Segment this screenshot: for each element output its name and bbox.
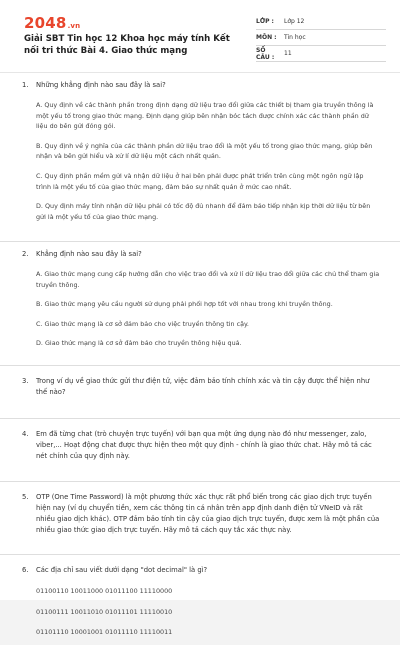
address-line: 01100110 10011000 01011100 11110000: [36, 587, 173, 595]
question-item: [0, 242, 400, 366]
answer-option: D. Giao thức mạng là cơ sở đảm bảo cho truyền thông hiệu quả.: [36, 339, 242, 348]
meta-key: LỚP :: [256, 18, 274, 25]
question-text: OTP (One Time Password) là một phương thức xác thực rất phổ biến trong các giao dịch trực tuyến hiện nay (ví dụ chuyển tiền, xem các thông tin cá nhân trên app định danh điện tử VNeID và rất nhiều giao dịch khác). OTP đảm bảo tính tin cậy của giao dịch trực tuyến, được xem là một phần của nhiều giao thức giao dịch trực tuyến. Hãy mô tả cách quy tắc xác thực này.: [36, 493, 380, 534]
meta-row-grade: [256, 14, 386, 30]
meta-value: Lớp 12: [284, 18, 305, 25]
meta-value: 11: [284, 50, 292, 57]
question-item: [0, 482, 400, 555]
answer-option: C. Giao thức mạng là cơ sở đảm bảo cho việc truyền thông tin cậy.: [36, 319, 249, 328]
question-number: 6.: [22, 566, 29, 574]
logo-suffix: .vn: [67, 22, 81, 30]
question-text: Trong ví dụ về giao thức gửi thư điện tử, việc đảm bảo tính chính xác và tin cậy được thể hiện như thế nào?: [36, 377, 370, 396]
question-item: [0, 366, 400, 419]
question-text: Những khẳng định nào sau đây là sai?: [36, 81, 166, 89]
meta-value: Tin học: [284, 34, 306, 41]
question-number: 4.: [22, 430, 29, 438]
question-item: [0, 555, 400, 645]
question-text: Các địa chỉ sau viết dưới dạng "dot decimal" là gì?: [36, 566, 208, 574]
question-number: 1.: [22, 81, 29, 89]
question-item: [0, 80, 400, 242]
meta-key: MÔN :: [256, 34, 277, 41]
header-divider: [0, 72, 400, 73]
question-text: Khẳng định nào sau đây là sai?: [36, 250, 142, 258]
document-meta: [256, 14, 386, 62]
question-list: [0, 80, 400, 645]
question-item: [0, 419, 400, 482]
logo-main: 2048: [24, 14, 67, 32]
question-number: 2.: [22, 250, 29, 258]
meta-row-question-count: [256, 46, 386, 62]
document-title: Giải SBT Tin học 12 Khoa học máy tính Kết nối tri thức Bài 4. Giao thức mạng: [24, 34, 230, 56]
address-line: 01100111 10011010 01011101 11110010: [36, 607, 173, 616]
answer-option: B. Quy định về ý nghĩa của các thành phần dữ liệu trao đổi là một yếu tố trong giao thức mạng, giúp bên nhận và bên gửi hiểu và xử lí dữ liệu một cách nhất quán.: [36, 141, 373, 161]
question-number: 3.: [22, 377, 29, 385]
answer-option: A. Quy định về các thành phần trong định dạng dữ liệu trao đổi giữa các thiết bị tham gia truyền thông là một yếu tố trong giao thức mạng. Định dạng giúp bên nhận bóc tách được chính xác các thành phần dữ liệu do bên gửi đóng gói.: [36, 101, 374, 131]
meta-key: SỐ CÂU :: [256, 46, 275, 61]
question-number: 5.: [22, 493, 29, 501]
answer-option: A. Giao thức mạng cung cấp hướng dẫn cho việc trao đổi và xử lí dữ liệu trao đổi giữa các chủ thể tham gia truyền thông.: [36, 270, 380, 289]
document-header: [0, 0, 400, 72]
meta-row-subject: [256, 30, 386, 46]
question-text: Em đã từng chat (trò chuyện trực tuyến) với bạn qua một ứng dụng nào đó như messenger, zalo, viber,... Hoạt động chat được thực hiện theo một quy định - chính là giao thức chat. Hãy mô tả các nét chính của quy định này.: [36, 430, 372, 460]
answer-option: C. Quy định phần mềm gửi và nhận dữ liệu ở hai bên phải được phát triển trên cùng một ngôn ngữ lập trình là một yếu tố của giao thức mạng, đảm bảo sự nhất quán ở mức cao nhất.: [36, 171, 364, 191]
site-logo[interactable]: [24, 14, 80, 32]
answer-option: D. Quy định máy tính nhận dữ liệu phải có tốc độ đủ nhanh để đảm bảo tiếp nhận kịp thời dữ liệu từ bên gửi là một yếu tố của giao thức mạng.: [36, 202, 371, 221]
address-line: 01101110 10001001 01011110 11110011: [36, 628, 173, 637]
answer-option: B. Giao thức mạng yêu cầu người sử dụng phải phối hợp tốt với nhau trong khi truyền thông.: [36, 300, 333, 309]
